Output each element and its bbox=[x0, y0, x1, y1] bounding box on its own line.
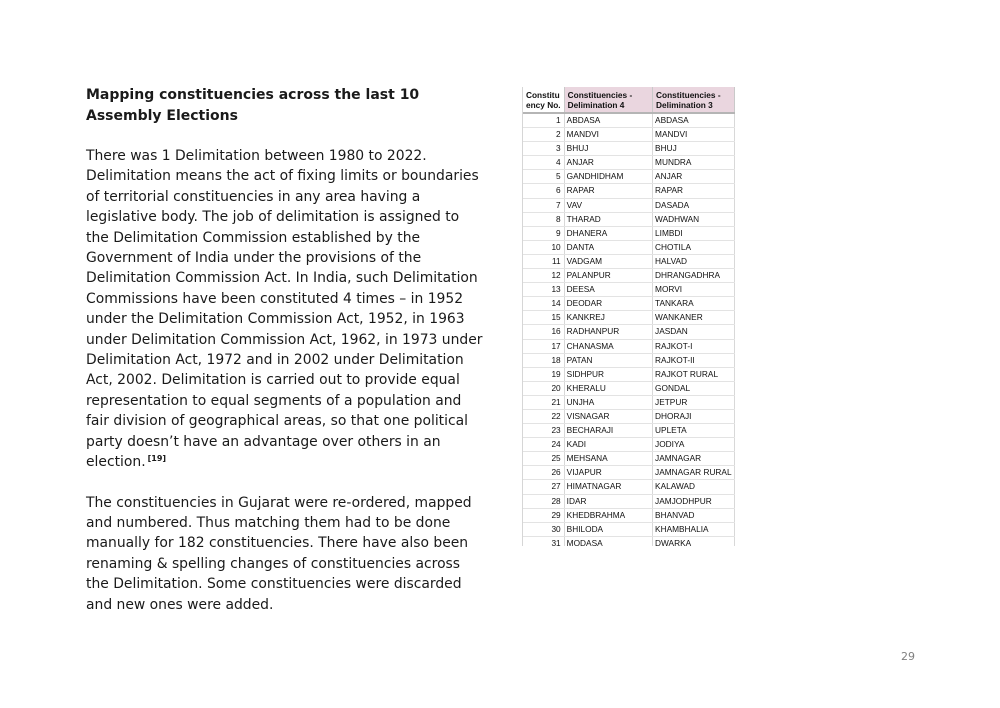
cell-delimitation-4: RAPAR bbox=[564, 184, 652, 198]
cell-delimitation-3: RAJKOT-I bbox=[653, 339, 735, 353]
cell-delimitation-4: BHILODA bbox=[564, 522, 652, 536]
table-row bbox=[523, 353, 735, 367]
text-column bbox=[86, 85, 486, 635]
table-row bbox=[523, 466, 735, 480]
cell-constituency-no: 23 bbox=[523, 424, 564, 438]
cell-constituency-no: 13 bbox=[523, 283, 564, 297]
cell-delimitation-3: DHRANGADHRA bbox=[653, 269, 735, 283]
footnote-reference: [19] bbox=[147, 454, 167, 464]
table-row bbox=[523, 297, 735, 311]
cell-delimitation-3: JETPUR bbox=[653, 395, 735, 409]
cell-delimitation-4: RADHANPUR bbox=[564, 325, 652, 339]
cell-constituency-no: 27 bbox=[523, 480, 564, 494]
cell-constituency-no: 20 bbox=[523, 381, 564, 395]
constituency-table-image bbox=[522, 87, 735, 546]
cell-delimitation-3: LIMBDI bbox=[653, 226, 735, 240]
cell-delimitation-4: THARAD bbox=[564, 212, 652, 226]
header-delimitation-3: Constituencies - Delimination 3 bbox=[653, 87, 735, 113]
cell-delimitation-3: TANKARA bbox=[653, 297, 735, 311]
header-constituency-no: Constitu ency No. bbox=[523, 87, 564, 113]
table-row bbox=[523, 409, 735, 423]
table-row bbox=[523, 212, 735, 226]
cell-constituency-no: 4 bbox=[523, 156, 564, 170]
cell-delimitation-4: UNJHA bbox=[564, 395, 652, 409]
cell-delimitation-4: KHEDBRAHMA bbox=[564, 508, 652, 522]
cell-delimitation-3: GONDAL bbox=[653, 381, 735, 395]
table-row bbox=[523, 254, 735, 268]
cell-constituency-no: 5 bbox=[523, 170, 564, 184]
cell-constituency-no: 11 bbox=[523, 254, 564, 268]
cell-constituency-no: 2 bbox=[523, 128, 564, 142]
table-row bbox=[523, 339, 735, 353]
cell-delimitation-3: RAJKOT-II bbox=[653, 353, 735, 367]
table-row bbox=[523, 156, 735, 170]
table-row bbox=[523, 494, 735, 508]
cell-delimitation-4: ABDASA bbox=[564, 113, 652, 128]
cell-delimitation-3: JAMNAGAR RURAL bbox=[653, 466, 735, 480]
cell-delimitation-3: RAJKOT RURAL bbox=[653, 367, 735, 381]
cell-delimitation-4: VADGAM bbox=[564, 254, 652, 268]
cell-constituency-no: 15 bbox=[523, 311, 564, 325]
cell-constituency-no: 25 bbox=[523, 452, 564, 466]
header-delimitation-4: Constituencies - Delimination 4 bbox=[564, 87, 652, 113]
table-row bbox=[523, 325, 735, 339]
table-row bbox=[523, 269, 735, 283]
cell-constituency-no: 16 bbox=[523, 325, 564, 339]
table-row bbox=[523, 311, 735, 325]
table-row bbox=[523, 184, 735, 198]
table-row bbox=[523, 367, 735, 381]
table-header-row bbox=[523, 87, 735, 113]
cell-delimitation-3: UPLETA bbox=[653, 424, 735, 438]
cell-delimitation-3: DHORAJI bbox=[653, 409, 735, 423]
cell-constituency-no: 17 bbox=[523, 339, 564, 353]
cell-delimitation-3: WANKANER bbox=[653, 311, 735, 325]
cell-delimitation-4: ANJAR bbox=[564, 156, 652, 170]
cell-delimitation-3: BHUJ bbox=[653, 142, 735, 156]
cell-constituency-no: 7 bbox=[523, 198, 564, 212]
table-row bbox=[523, 424, 735, 438]
cell-constituency-no: 14 bbox=[523, 297, 564, 311]
cell-delimitation-4: GANDHIDHAM bbox=[564, 170, 652, 184]
cell-constituency-no: 3 bbox=[523, 142, 564, 156]
cell-delimitation-4: MANDVI bbox=[564, 128, 652, 142]
cell-constituency-no: 19 bbox=[523, 367, 564, 381]
cell-constituency-no: 31 bbox=[523, 536, 564, 546]
paragraph-constituencies: The constituencies in Gujarat were re-ordered, mapped and numbered. Thus matching them had to be done manually for 182 constituencies. There have also been renaming & spelling changes of constituencies across the Delimitation. Some constituencies were discarded and new ones were added. bbox=[86, 494, 472, 613]
cell-constituency-no: 26 bbox=[523, 466, 564, 480]
cell-delimitation-4: KADI bbox=[564, 438, 652, 452]
cell-constituency-no: 8 bbox=[523, 212, 564, 226]
cell-delimitation-3: HALVAD bbox=[653, 254, 735, 268]
table-row bbox=[523, 170, 735, 184]
cell-constituency-no: 22 bbox=[523, 409, 564, 423]
cell-delimitation-3: MUNDRA bbox=[653, 156, 735, 170]
cell-delimitation-4: SIDHPUR bbox=[564, 367, 652, 381]
cell-delimitation-3: MORVI bbox=[653, 283, 735, 297]
table-row bbox=[523, 508, 735, 522]
table-row bbox=[523, 522, 735, 536]
paragraph-delimitation bbox=[86, 146, 486, 473]
table-row bbox=[523, 240, 735, 254]
cell-delimitation-3: KHAMBHALIA bbox=[653, 522, 735, 536]
cell-delimitation-4: DHANERA bbox=[564, 226, 652, 240]
cell-delimitation-3: RAPAR bbox=[653, 184, 735, 198]
table-row bbox=[523, 128, 735, 142]
cell-delimitation-4: DEESA bbox=[564, 283, 652, 297]
cell-delimitation-4: IDAR bbox=[564, 494, 652, 508]
cell-delimitation-4: CHANASMA bbox=[564, 339, 652, 353]
cell-delimitation-3: ABDASA bbox=[653, 113, 735, 128]
table-body bbox=[523, 113, 735, 546]
table-row bbox=[523, 480, 735, 494]
cell-constituency-no: 10 bbox=[523, 240, 564, 254]
cell-delimitation-3: DWARKA bbox=[653, 536, 735, 546]
cell-delimitation-4: MEHSANA bbox=[564, 452, 652, 466]
cell-delimitation-4: MODASA bbox=[564, 536, 652, 546]
table-row bbox=[523, 142, 735, 156]
cell-constituency-no: 18 bbox=[523, 353, 564, 367]
cell-delimitation-3: CHOTILA bbox=[653, 240, 735, 254]
cell-delimitation-4: PATAN bbox=[564, 353, 652, 367]
section-heading: Mapping constituencies across the last 10 Assembly Elections bbox=[86, 87, 420, 124]
table-row bbox=[523, 536, 735, 546]
cell-delimitation-4: HIMATNAGAR bbox=[564, 480, 652, 494]
table-row bbox=[523, 438, 735, 452]
page-number: 29 bbox=[901, 650, 915, 663]
cell-constituency-no: 28 bbox=[523, 494, 564, 508]
cell-delimitation-3: DASADA bbox=[653, 198, 735, 212]
cell-delimitation-3: JASDAN bbox=[653, 325, 735, 339]
cell-delimitation-4: DEODAR bbox=[564, 297, 652, 311]
table-row bbox=[523, 452, 735, 466]
cell-delimitation-4: VAV bbox=[564, 198, 652, 212]
cell-constituency-no: 6 bbox=[523, 184, 564, 198]
cell-constituency-no: 12 bbox=[523, 269, 564, 283]
table-row bbox=[523, 226, 735, 240]
cell-constituency-no: 29 bbox=[523, 508, 564, 522]
cell-delimitation-4: KHERALU bbox=[564, 381, 652, 395]
cell-delimitation-3: JODIYA bbox=[653, 438, 735, 452]
cell-constituency-no: 9 bbox=[523, 226, 564, 240]
cell-delimitation-4: VIJAPUR bbox=[564, 466, 652, 480]
cell-constituency-no: 21 bbox=[523, 395, 564, 409]
cell-constituency-no: 24 bbox=[523, 438, 564, 452]
cell-delimitation-3: JAMJODHPUR bbox=[653, 494, 735, 508]
cell-delimitation-3: ANJAR bbox=[653, 170, 735, 184]
constituency-table bbox=[523, 87, 735, 546]
cell-delimitation-3: WADHWAN bbox=[653, 212, 735, 226]
table-row bbox=[523, 283, 735, 297]
cell-delimitation-4: KANKREJ bbox=[564, 311, 652, 325]
cell-delimitation-4: BECHARAJI bbox=[564, 424, 652, 438]
cell-constituency-no: 30 bbox=[523, 522, 564, 536]
cell-constituency-no: 1 bbox=[523, 113, 564, 128]
cell-delimitation-4: DANTA bbox=[564, 240, 652, 254]
cell-delimitation-3: JAMNAGAR bbox=[653, 452, 735, 466]
cell-delimitation-4: VISNAGAR bbox=[564, 409, 652, 423]
cell-delimitation-4: PALANPUR bbox=[564, 269, 652, 283]
table-row bbox=[523, 395, 735, 409]
cell-delimitation-3: KALAWAD bbox=[653, 480, 735, 494]
cell-delimitation-4: BHUJ bbox=[564, 142, 652, 156]
table-row bbox=[523, 113, 735, 128]
cell-delimitation-3: BHANVAD bbox=[653, 508, 735, 522]
table-row bbox=[523, 198, 735, 212]
paragraph-delimitation-text: There was 1 Delimitation between 1980 to 2022. Delimitation means the act of fixing limits or boundaries of territorial constituencies in any area having a legislative body. The job of delimitation is assigned to the Delimitation Commission established by the Government of India under the provisions of the Delimitation Commission Act. In India, such Delimitation Commissions have been constituted 4 times – in 1952 under the Delimitation Commission Act, 1952, in 1963 under Delimitation Commission Act, 1962, in 1973 under Delimitation Act, 1972 and in 2002 under Delimitation Act, 2002. Delimitation is carried out to provide equal representation to equal segments of a population and fair division of geographical areas, so that one political party doesn’t have an advantage over others in an election. bbox=[86, 148, 483, 471]
table-row bbox=[523, 381, 735, 395]
cell-delimitation-3: MANDVI bbox=[653, 128, 735, 142]
